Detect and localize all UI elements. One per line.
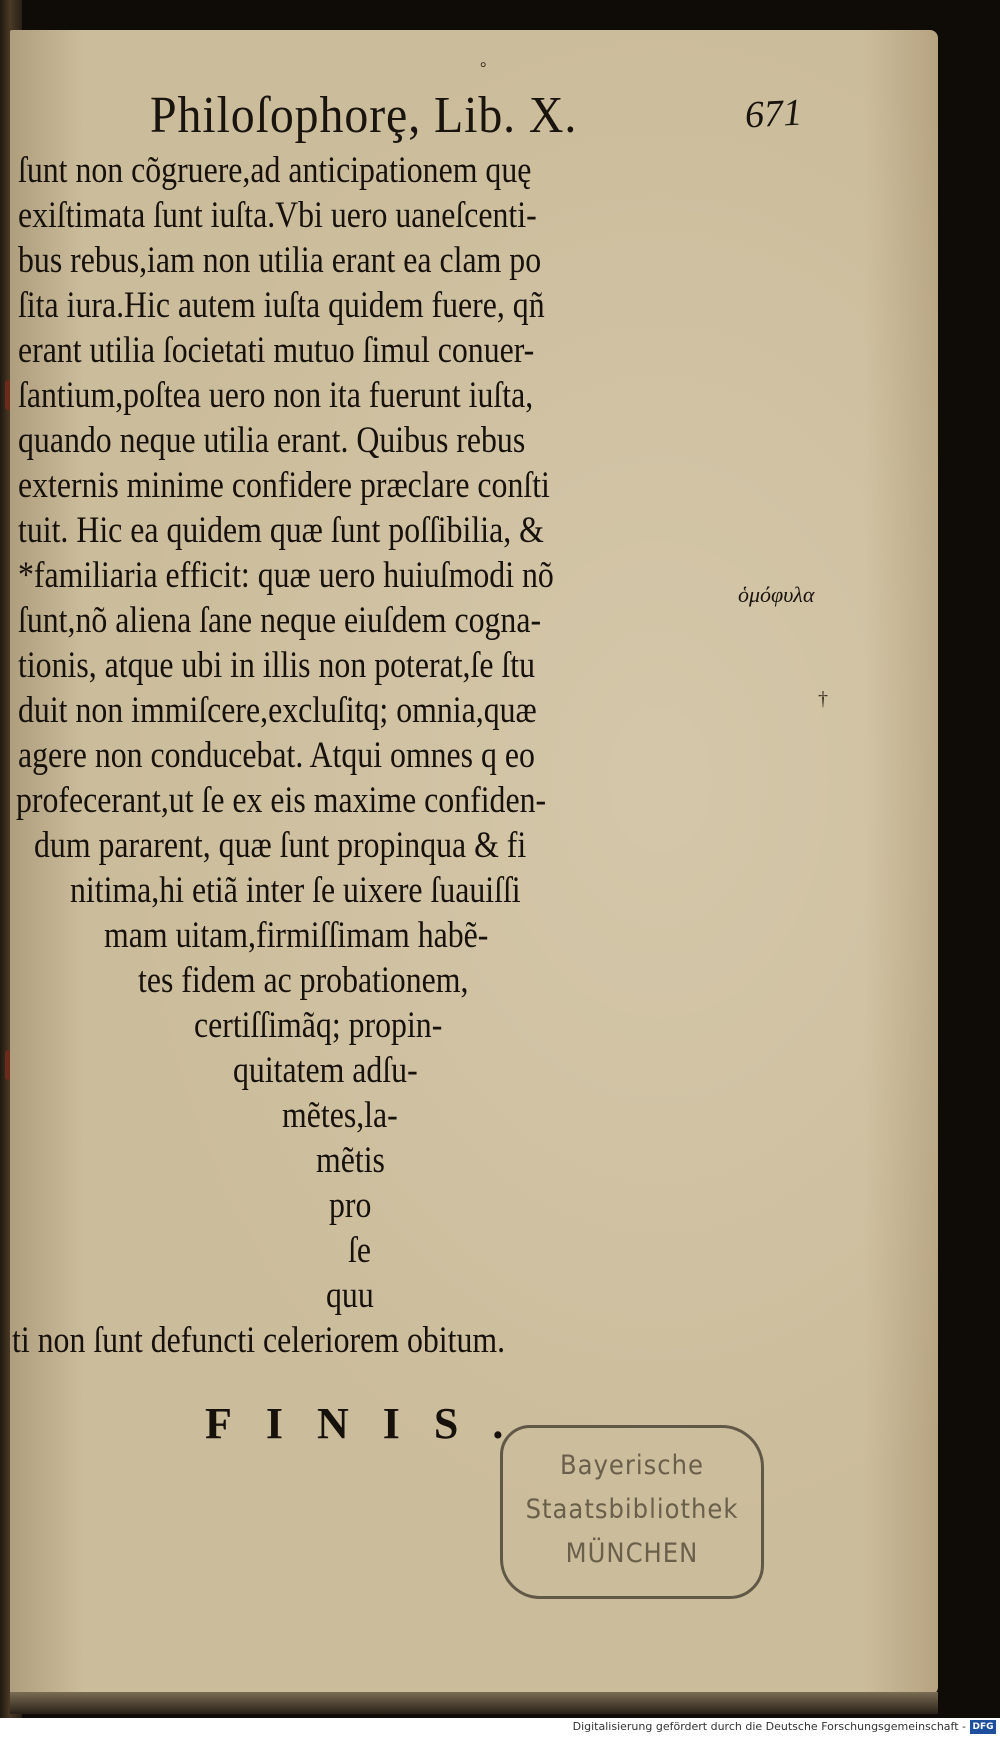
text-line: quando neque utilia erant. Quibus rebus — [18, 420, 526, 461]
dfg-logo: DFG — [970, 1720, 996, 1734]
library-stamp — [500, 1425, 764, 1599]
text-line: quitatem adſu- — [233, 1050, 418, 1091]
text-line: ſita iura.Hic autem iuſta quidem fuere, qñ — [18, 285, 545, 326]
text-line: erant utilia ſocietati mutuo ſimul conuer- — [18, 330, 535, 371]
text-line: pro — [329, 1185, 372, 1226]
text-line: mẽtes,la- — [282, 1095, 398, 1136]
text-line: ſunt non cõgruere,ad anticipationem quę — [18, 150, 532, 191]
page-number: 671 — [743, 91, 804, 137]
text-line: quu — [326, 1275, 374, 1316]
text-line: bus rebus,iam non utilia erant ea clam po — [18, 240, 542, 281]
text-line: *familiaria efficit: quæ uero huiuſmodi nõ — [18, 555, 554, 596]
signature-mark: ° — [480, 60, 487, 77]
running-title: Philoſophorȩ, Lib. X. — [150, 87, 578, 144]
text-line: tuit. Hic ea quidem quæ ſunt poſſibilia, & — [18, 510, 544, 551]
text-line: nitima,hi etiã inter ſe uixere ſuauiſſi — [70, 870, 521, 911]
text-line: ti non ſunt defuncti celeriorem obitum. — [12, 1320, 506, 1361]
footer-credit: Digitalisierung gefördert durch die Deutsche Forschungsgemeinschaft - — [572, 1720, 966, 1733]
text-line: agere non conducebat. Atqui omnes q eo — [18, 735, 535, 776]
text-line: mam uitam,firmiſſimam habẽ- — [104, 915, 489, 956]
stamp-line: Staatsbibliothek — [525, 1494, 739, 1525]
stamp-line: Bayerische — [560, 1450, 704, 1481]
stamp-line: MÜNCHEN — [565, 1538, 699, 1569]
text-line: certiſſimãq; propin- — [194, 1005, 443, 1046]
marginal-note: ὁμόφυλα — [738, 582, 815, 607]
text-line: ſe — [348, 1230, 371, 1271]
text-line: profecerant,ut ſe ex eis maxime confiden- — [16, 780, 547, 821]
text-line: exiſtimata ſunt iuſta.Vbi uero uaneſcenti- — [18, 195, 537, 236]
marginal-mark: † — [818, 688, 828, 710]
text-line: ſantium,poſtea uero non ita fuerunt iuſta, — [18, 375, 534, 416]
text-line: tionis, atque ubi in illis non poterat,ſe ſtu — [18, 645, 536, 686]
text-line: ſunt,nõ aliena ſane neque eiuſdem cogna- — [18, 600, 542, 641]
text-line: duit non immiſcere,excluſitq; omnia,quæ — [18, 690, 537, 731]
text-line: tes fidem ac probationem, — [138, 960, 469, 1001]
finis-colophon: FINIS. — [205, 1399, 538, 1448]
text-line: mẽtis — [316, 1140, 385, 1181]
text-line: dum pararent, quæ ſunt propinqua & fi — [34, 825, 527, 866]
text-line: externis minime confidere præclare conſti — [18, 465, 550, 506]
page-edge — [10, 1692, 938, 1714]
footer-bar — [0, 1718, 1000, 1737]
